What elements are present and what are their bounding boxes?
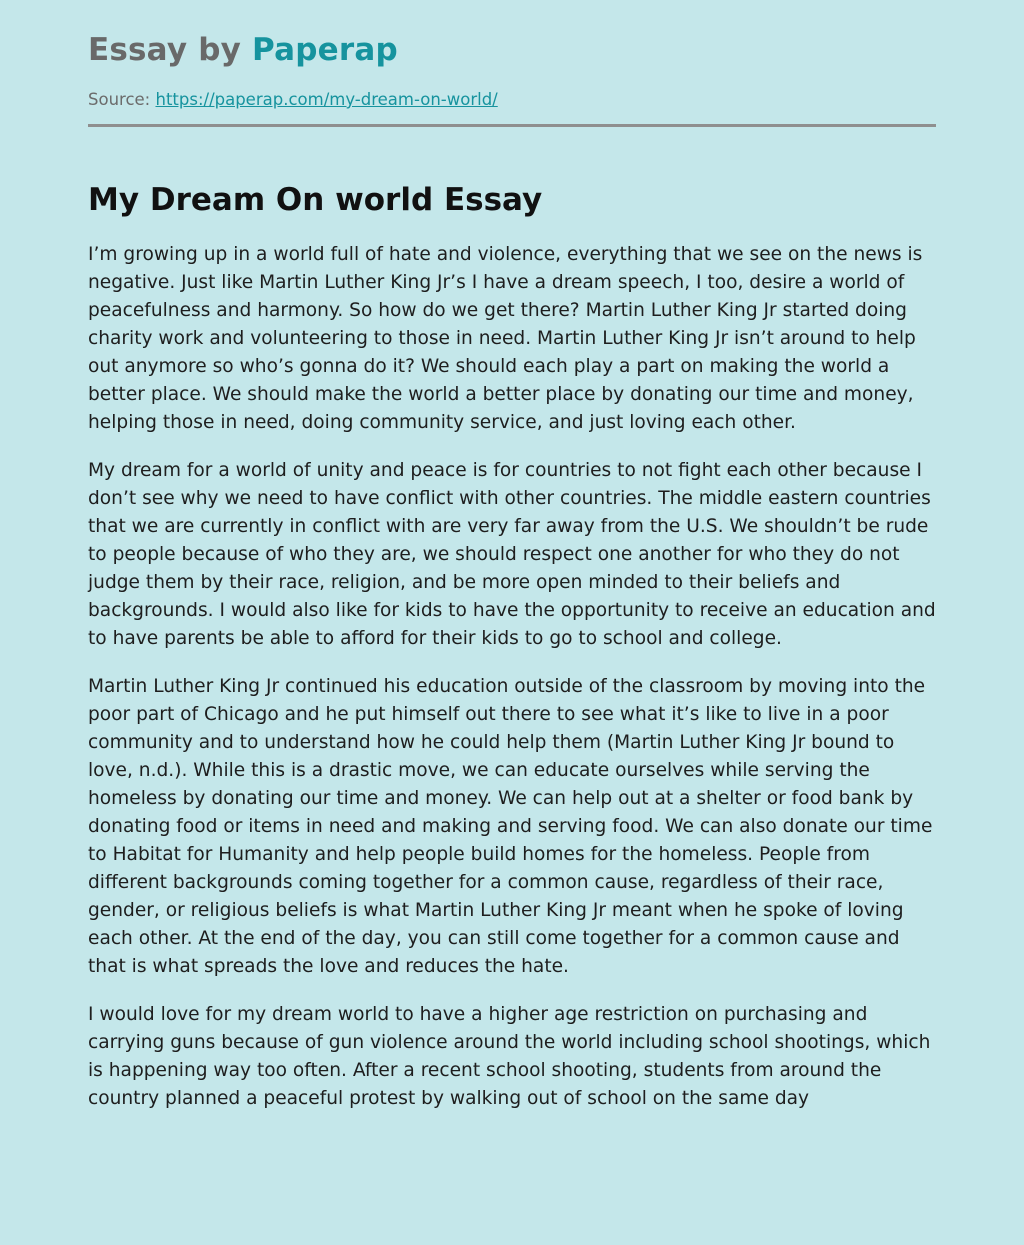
- source-line: [88, 88, 498, 112]
- brand-name: Paperap: [252, 32, 398, 68]
- essay-paragraph-1: I’m growing up in a world full of hate and violence, everything that we see on the news is negative. Just like Martin Luther King Jr’s I have a dream speech, I too, desire a world of peacefulness and harmony. So how do we get there? Martin Luther King Jr started doing charity work and volunteering to those in need. Martin Luther King Jr isn’t around to help out anymore so who’s gonna do it? We should each play a part on making the world a better place. We should make the world a better place by donating our time and money, helping those in need, doing community service, and just loving each other.: [88, 244, 923, 433]
- site-brand[interactable]: [88, 28, 398, 72]
- header-divider: [88, 124, 936, 127]
- brand-prefix: Essay by: [88, 32, 253, 68]
- essay-paragraph-4: I would love for my dream world to have a higher age restriction on purchasing and carrying guns because of gun violence around the world including school shootings, which is happening way too often. After a recent school shooting, students from around the country planned a peaceful protest by walking out of school on the same day: [88, 1004, 931, 1109]
- source-link[interactable]: https://paperap.com/my-dream-on-world/: [155, 90, 498, 109]
- essay-paragraph-3: Martin Luther King Jr continued his education outside of the classroom by moving into the poor part of Chicago and he put himself out there to see what it’s like to live in a poor community and to understand how he could help them (Martin Luther King Jr bound to love, n.d.). While this is a drastic move, we can educate ourselves while serving the homeless by donating our time and money. We can help out at a shelter or food bank by donating food or items in need and making and serving food. We can also donate our time to Habitat for Humanity and help people build homes for the homeless. People from different backgrounds coming together for a common cause, regardless of their race, gender, or religious beliefs is what Martin Luther King Jr meant when he spoke of loving each other. At the end of the day, you can still come together for a common cause and that is what spreads the love and reduces the hate.: [88, 676, 933, 977]
- essay-title: My Dream On world Essay: [88, 182, 543, 218]
- source-label: Source:: [88, 90, 151, 109]
- essay-body: [88, 241, 938, 1133]
- essay-paragraph-2: My dream for a world of unity and peace is for countries to not fight each other because I don’t see why we need to have conflict with other countries. The middle eastern countries that we are currently in conflict with are very far away from the U.S. We shouldn’t be rude to people because of who they are, we should respect one another for who they do not judge them by their race, religion, and be more open minded to their beliefs and backgrounds. I would also like for kids to have the opportunity to receive an education and to have parents be able to afford for their kids to go to school and college.: [88, 460, 936, 649]
